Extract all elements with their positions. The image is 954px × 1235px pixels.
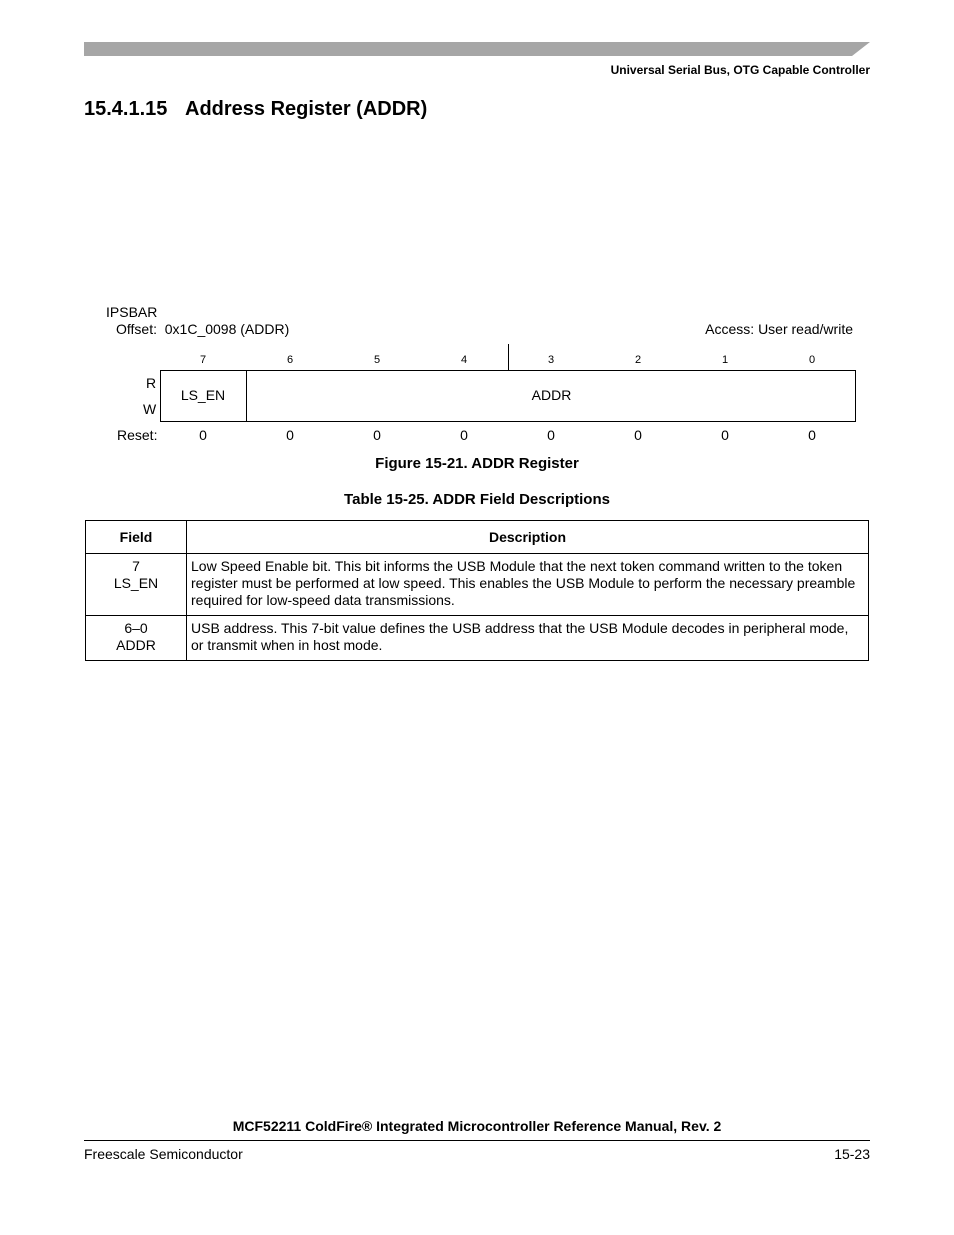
description-cell: Low Speed Enable bit. This bit informs the USB Module that the next token command written to the token register must be performed at low speed. This enables the USB Module to perform the necessary preamble required for low-speed data transmissions. xyxy=(187,554,869,616)
field-bits: 7 xyxy=(132,558,140,574)
field-cell xyxy=(86,554,187,616)
company-name: Freescale Semiconductor xyxy=(84,1146,243,1162)
reset-value: 0 xyxy=(373,427,381,443)
bit-number: 0 xyxy=(808,354,816,366)
bit-number: 2 xyxy=(634,354,642,366)
table-header-row xyxy=(86,521,869,554)
column-header-field: Field xyxy=(86,521,187,554)
row-label-read: R xyxy=(146,375,157,391)
offset-value: 0x1C_0098 (ADDR) xyxy=(164,321,290,337)
table-row xyxy=(86,616,869,661)
field-ls-en: LS_EN xyxy=(180,387,226,403)
section-heading xyxy=(84,98,427,121)
reset-value: 0 xyxy=(286,427,294,443)
bit-number: 7 xyxy=(199,354,207,366)
reset-value: 0 xyxy=(547,427,555,443)
reset-value: 0 xyxy=(808,427,816,443)
reset-label: Reset: xyxy=(117,427,158,443)
field-name: LS_EN xyxy=(113,575,159,591)
table-caption: Table 15-25. ADDR Field Descriptions xyxy=(344,491,610,508)
page-number: 15-23 xyxy=(834,1146,870,1162)
header-bar xyxy=(84,42,870,56)
register-offset xyxy=(116,321,289,337)
column-header-description: Description xyxy=(187,521,869,554)
bit-number: 6 xyxy=(286,354,294,366)
offset-label: Offset: xyxy=(116,321,157,337)
figure-caption: Figure 15-21. ADDR Register xyxy=(375,455,579,472)
chapter-title: Universal Serial Bus, OTG Capable Controller xyxy=(610,63,870,77)
reset-value: 0 xyxy=(460,427,468,443)
footer-rule xyxy=(84,1140,870,1141)
field-cell xyxy=(86,616,187,661)
bit-number: 3 xyxy=(547,354,555,366)
section-title: Address Register (ADDR) xyxy=(185,98,428,120)
field-description-table xyxy=(85,520,869,661)
manual-title: MCF52211 ColdFire® Integrated Microcontroller Reference Manual, Rev. 2 xyxy=(232,1118,722,1134)
bit-number: 5 xyxy=(373,354,381,366)
field-name: ADDR xyxy=(116,637,156,653)
register-access: Access: User read/write xyxy=(705,321,853,337)
bit-number: 4 xyxy=(460,354,468,366)
bit-number: 1 xyxy=(721,354,729,366)
reset-value: 0 xyxy=(199,427,207,443)
register-base-label: IPSBAR xyxy=(106,304,158,320)
description-cell: USB address. This 7-bit value defines the USB address that the USB Module decodes in peripheral mode, or transmit when in host mode. xyxy=(187,616,869,661)
table-row xyxy=(86,554,869,616)
section-number: 15.4.1.15 xyxy=(84,98,168,120)
reset-value: 0 xyxy=(721,427,729,443)
field-bits: 6–0 xyxy=(124,620,148,636)
reset-value: 0 xyxy=(634,427,642,443)
nibble-divider xyxy=(508,344,509,370)
field-addr: ADDR xyxy=(531,387,572,403)
row-label-write: W xyxy=(143,401,157,417)
